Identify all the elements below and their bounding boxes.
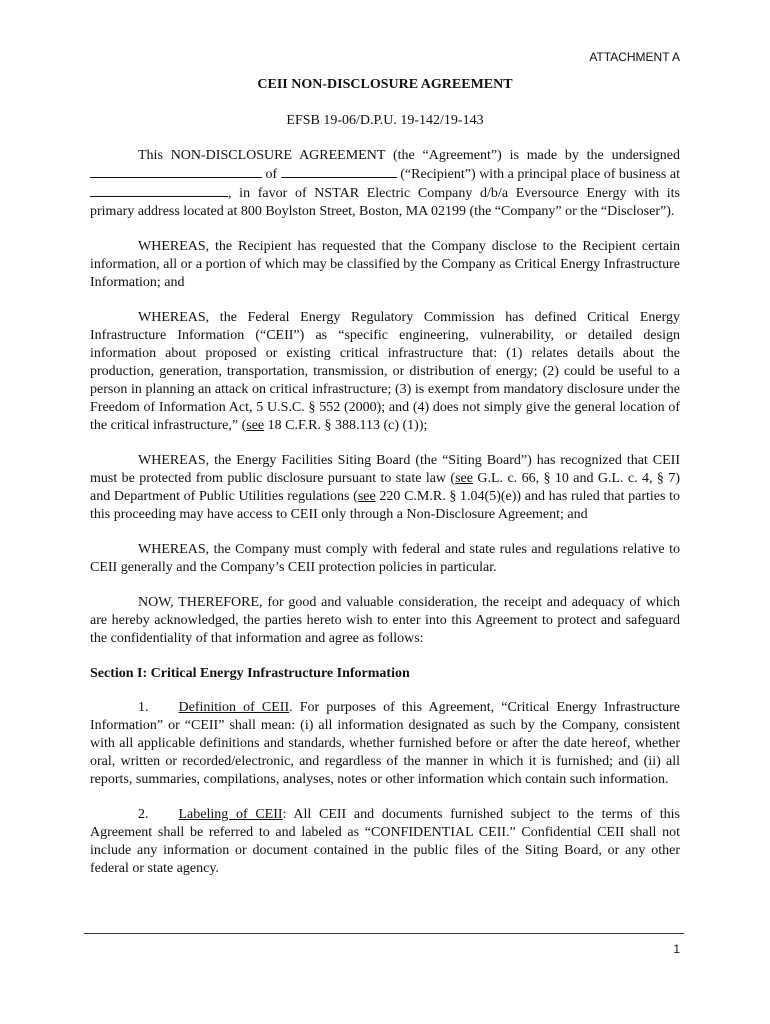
labeling-paragraph (90, 806, 680, 878)
recipient-name-blank[interactable] (90, 165, 262, 178)
docket-number: EFSB 19-06/D.P.U. 19-142/19-143 (286, 113, 484, 128)
whereas-paragraph-3 (90, 452, 680, 524)
page-number: 1 (673, 942, 680, 956)
whereas-2-end: 18 C.F.R. § 388.113 (c) (1)); (264, 418, 428, 433)
intro-text-2: of (262, 167, 281, 182)
recipient-org-blank[interactable] (281, 165, 397, 178)
whereas-3-b: G.L. c. 66, § 10 and G.L. c. 4, § 7) and Department of Public Utilities regulations ( (90, 471, 680, 504)
whereas-2-text: WHEREAS, the Federal Energy Regulatory Commission has defined Critical Energy Infrastructure Information (“CEII”) as “specific engineering, vulnerability, or detailed design information about proposed or existing critical infrastructure that: (1) relates details about the production, generation, transportation, transmission, or distribution of energy; (2) could be useful to a person in planning an attack on critical infrastructure; (3) is exempt from mandatory disclosure under the Freedom of Information Act, 5 U.S.C. § 552 (2000); and (4) does not simply give the general location of the critical infrastructure,” ( (90, 310, 680, 433)
see-citation-1: see (455, 471, 473, 486)
attachment-label: ATTACHMENT A (589, 50, 680, 64)
intro-text-3: (“Recipient”) with a principal place of business at (396, 167, 680, 182)
item-2-title: Labeling of CEII (178, 807, 283, 822)
definition-paragraph (90, 699, 680, 789)
item-2-number: 2. (138, 807, 149, 822)
see-citation: see (246, 418, 265, 433)
item-2-text: : All CEII and documents furnished subject to the terms of this Agreement shall be referred to and labeled as “CONFIDENTIAL CEII.” Confidential CEII shall not include any information or document contained in the public files of the Siting Board, or any other federal or state agency. (90, 807, 680, 876)
footer-divider (84, 933, 684, 934)
now-therefore-paragraph: NOW, THEREFORE, for good and valuable consideration, the receipt and adequacy of which are hereby acknowledged, the parties hereto wish to enter into this Agreement to protect and safeguard the confidentiality of that information and agree as follows: (90, 595, 680, 646)
document-body (90, 147, 680, 895)
item-1-number: 1. (138, 700, 149, 715)
business-address-blank[interactable] (90, 184, 228, 197)
intro-text-1: This NON-DISCLOSURE AGREEMENT (the “Agreement”) is made by the undersigned (138, 148, 680, 163)
see-citation-2: see (357, 489, 376, 504)
whereas-3-c: 220 C.M.R. § 1.04(5)(e)) and has ruled that parties to this proceeding may have access to CEII only through a Non-Disclosure Agreement; and (90, 489, 680, 522)
item-1-title: Definition of CEII (178, 700, 290, 715)
section-heading: Section I: Critical Energy Infrastructure Information (90, 666, 410, 681)
whereas-3-a: WHEREAS, the Energy Facilities Siting Board (the “Siting Board”) has recognized that CEII must be protected from public disclosure pursuant to state law ( (90, 453, 680, 486)
whereas-paragraph-1: WHEREAS, the Recipient has requested that the Company disclose to the Recipient certain information, all or a portion of which may be classified by the Company as Critical Energy Infrastructure Information; and (90, 239, 680, 290)
whereas-paragraph-2 (90, 309, 680, 435)
document-title: CEII NON-DISCLOSURE AGREEMENT (257, 77, 513, 92)
intro-paragraph (90, 147, 680, 221)
intro-text-4: , in favor of NSTAR Electric Company d/b/a Eversource Energy with its primary address located at 800 Boylston Street, Boston, MA 02199 (the “Company” or the “Discloser”). (90, 186, 680, 219)
item-1-text: . For purposes of this Agreement, “Critical Energy Infrastructure Information” or “CEII” shall mean: (i) all information designated as such by the Company, consistent with all applicable definitions and standards, whether furnished before or after the date hereof, whether oral, written or recorded/electronic, and regardless of the manner in which it is furnished; and (ii) all reports, summaries, compilations, analyses, notes or other information which contain such information. (90, 700, 680, 787)
whereas-paragraph-4: WHEREAS, the Company must comply with federal and state rules and regulations relative to CEII generally and the Company’s CEII protection policies in particular. (90, 542, 680, 575)
